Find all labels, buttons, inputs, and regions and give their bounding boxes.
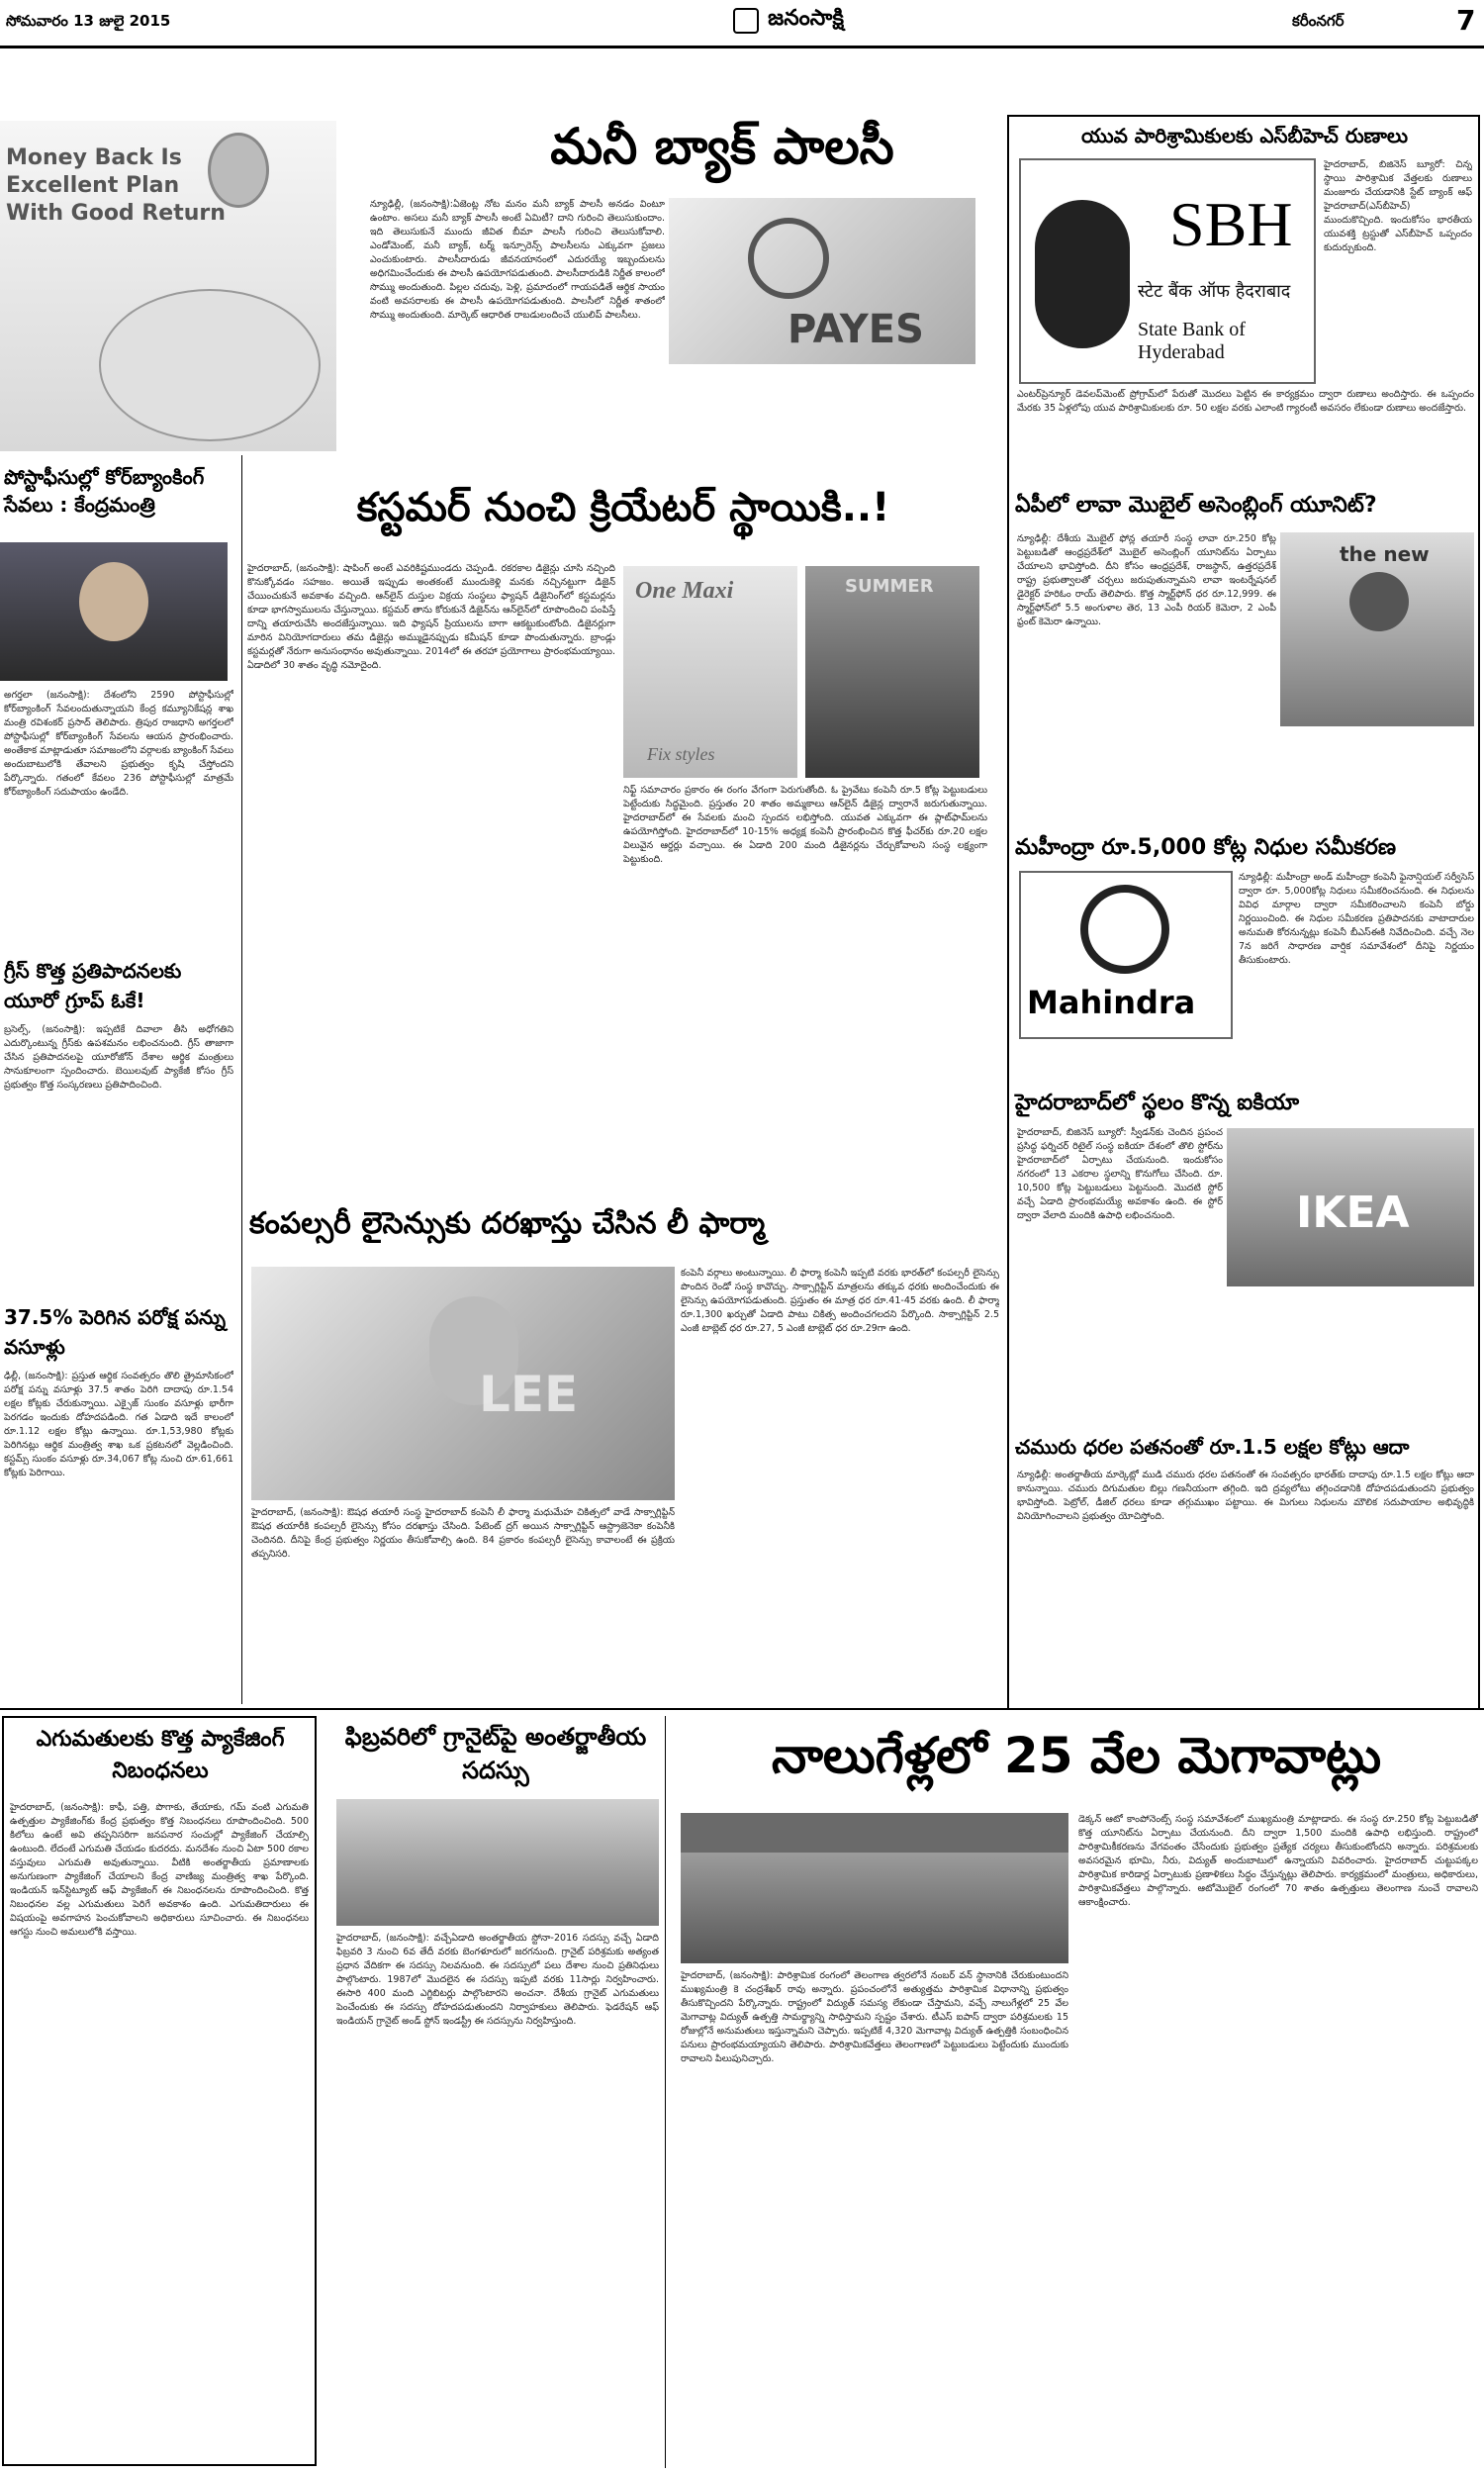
ikea-title: హైదరాబాద్‌లో స్థలం కొన్న ఐకియా bbox=[1015, 1091, 1300, 1115]
money-back-photo bbox=[669, 198, 975, 364]
sbh-emblem-icon bbox=[1035, 200, 1130, 348]
sbh-logo-letters: SBH bbox=[1169, 189, 1293, 259]
tax-title: 37.5% పెరిగిన పరోక్ష పన్ను వసూళ్లు bbox=[4, 1305, 226, 1359]
fashion-photo-1-text: One Maxi bbox=[635, 578, 734, 604]
money-back-image bbox=[0, 121, 336, 451]
money-back-photo-text: PAYES bbox=[788, 307, 924, 352]
greece-body: బ్రసెల్స్, (జనంసాక్షి): ఇప్పటికే దివాలా తీసి అధోగతిని ఎదుర్కొంటున్న గ్రీస్‌కు ఉపశమనం లభించనుంది. గ్రీస్ తాజాగా చేసిన ప్రతిపాదనలపై యూరోజోన్ దేశాల ఆర్థిక మంత్రులు సానుకూలంగా స్పందించారు. బెయిలవుట్ ప్యాకేజీ కోసం గ్రీస్ ప్రభుత్వం కొత్త సంస్కరణలు ప్రతిపాదించింది. bbox=[4, 1024, 233, 1091]
sbh-logo-hindi: स्टेट बैंक ऑफ हैदराबाद bbox=[1138, 281, 1291, 302]
oil-body: న్యూఢిల్లీ: అంతర్జాతీయ మార్కెట్లో ముడి చమురు ధరల పతనంతో ఈ సంవత్సరం భారత్‌కు దాదాపు రూ.1.5 లక్షల కోట్లు ఆదా కానున్నాయి. చమురు దిగుమతుల బిల్లు గణనీయంగా తగ్గింది. ఇది ద్రవ్యలోటు తగ్గించడానికి దోహదపడుతుందని ప్రభుత్వం భావిస్తోంది. పెట్రోల్, డీజిల్ ధరలు కూడా తగ్గుముఖం పట్టాయి. ఈ మిగులు నిధులను మౌలిక సదుపాయాల అభివృద్ధికి వినియోగించాలని ప్రభుత్వం యోచిస్తోంది. bbox=[1017, 1470, 1474, 1522]
money-back-title: మనీ బ్యాక్ పాలసీ bbox=[550, 118, 894, 175]
money-back-body: న్యూఢిల్లీ, (జనంసాక్షి):ఏజెంట్ల నోట మనం మనీ బ్యాక్ పాలసీ అనడం వింటూ ఉంటాం. అసలు మనీ బ్యాక్ పాలసీ అంటే ఏమిటీ? దాని గురించి తెలుసుకుందాం. ఇది తెలుసుకునే ముందు జీవిత బీమా పాలసీ గురించి తెలుసుకోవాలి. ఎండోమెంట్, మనీ బ్యాక్, టర్మ్ ఇన్సూరెన్స్ పాలసీలను ఎక్కువగా ప్రజలు ఎంచుకుంటారు. పాలసీదారుడు జీవనయానంలో ఎదురయ్యే ఇబ్బందులను అధిగమించేందుకు ఈ పాలసీ ఉపయోగపడుతుంది. పాలసీదారుడికి నిర్ణీత కాలంలో సొమ్ము అందుతుంది. పిల్లల చదువు, పెళ్లి, ప్రమాదంలో గాయపడితే ఆర్థిక సాయం వంటి అవసరాలకు ఈ పాలసీ ఉపయోగపడుతుంది. పాలసీలో నిర్ణీత శాతంలో సొమ్ము అందుతుంది. మార్కెట్ ఆధారిత రాబడులందించే యులిప్ పాలసీలు. bbox=[370, 199, 665, 321]
megawatts-body-left: హైదరాబాద్, (జనంసాక్షి): పారిశ్రామిక రంగంలో తెలంగాణ త్వరలోనే నంబర్ వన్ స్థానానికి చేరుకుంటుందని ముఖ్యమంత్రి కె చంద్రశేఖర్ రావు అన్నారు. ప్రపంచంలోనే అత్యుత్తమ పారిశ్రామిక విధానాన్ని ప్రభుత్వం తీసుకొచ్చిందని పేర్కొన్నారు. రాష్ట్రంలో విద్యుత్ సమస్య లేకుండా చేస్తామని, వచ్చే నాలుగేళ్లలో 25 వేల మెగావాట్ల విద్యుత్ ఉత్పత్తి సామర్థ్యాన్ని సాధిస్తామని స్పష్టం చేశారు. టీఎస్ ఐపాస్ ద్వారా పరిశ్రమలకు 15 రోజుల్లోనే అనుమతులు ఇస్తున్నామని చెప్పారు. ఇప్పటికే 4,320 మెగావాట్ల విద్యుత్ ఉత్పత్తికి సంబంధించిన పనులు ప్రారంభమయ్యాయని తెలిపారు. పారిశ్రామికవేత్తలు తెలంగాణలో పెట్టుబడులు పెట్టేందుకు ముందుకు రావాలని పిలుపునిచ్చారు. bbox=[681, 1970, 1068, 2064]
fashion-photo-2-text: SUMMER bbox=[845, 576, 934, 597]
fashion-photo-2 bbox=[805, 566, 979, 778]
minister-photo bbox=[0, 542, 228, 681]
megawatts-title: నాలుగేళ్లలో 25 వేల మెగావాట్లు bbox=[771, 1727, 1382, 1784]
left-column-divider bbox=[241, 455, 242, 1704]
person-icon bbox=[1349, 572, 1409, 631]
mahindra-title: మహీంద్రా రూ.5,000 కోట్ల నిధుల సమీకరణ bbox=[1015, 835, 1397, 860]
coin-icon bbox=[208, 133, 269, 208]
magnifier-icon bbox=[748, 218, 829, 299]
sbh-logo-english: State Bank of Hyderabad bbox=[1138, 319, 1246, 363]
bottom-section-rule bbox=[0, 1708, 1484, 1710]
piggy-bank-icon bbox=[99, 289, 321, 441]
minister-head-icon bbox=[79, 562, 148, 641]
megawatts-photo bbox=[681, 1813, 1068, 1963]
paper-name: జనంసాక్షి bbox=[768, 6, 844, 31]
pharma-body-left: హైదరాబాద్, (జనంసాక్షి): ఔషధ తయారీ సంస్థ హైదరాబాద్ కంపెనీ లీ ఫార్మా మధుమేహ చికిత్సలో వాడే సాక్సాగ్లిప్టిన్ ఔషధ తయారీకి కంపల్సరీ లైసెన్సు కోసం దరఖాస్తు చేసింది. పేటెంట్ ద్రగ్ అయిన సాక్సాగ్లిప్టిన్ ఆస్ట్రాజెనెకా కంపెనీకి చెందినది. దీనిపై కేంద్ర ప్రభుత్వం నిర్ణయం తీసుకోవాల్సి ఉంది. 84 ప్రకారం కంపల్సరీ లైసెన్సు కావాలంటే ఈ ప్రక్రియ తప్పనిసరి. bbox=[251, 1507, 675, 1560]
mahindra-body: న్యూఢిల్లీ: మహీంద్రా అండ్ మహీంద్రా కంపెనీ ఫైనాన్షియల్ సర్వీసెస్ ద్వారా రూ. 5,000కోట్ల నిధులు సమీకరించనుంది. ఈ నిధులను వివిధ మార్గాల ద్వారా సమీకరించాలని కంపెనీ బోర్డు నిర్ణయించింది. ఈ నిధుల సమీకరణ ప్రతిపాదనకు వాటాదారుల అనుమతి కోరనున్నట్లు కంపెనీ బీఎస్‌ఈకి నివేదించింది. వచ్చే నెల 7న జరిగే సాధారణ వార్షిక సమావేశంలో దీనిపై నిర్ణయం తీసుకుంటారు. bbox=[1239, 872, 1474, 966]
customer-title: కస్టమర్ నుంచి క్రియేటర్ స్థాయికి..! bbox=[356, 485, 890, 530]
bottom-divider bbox=[665, 1716, 666, 2468]
post-offices-title: పోస్టాఫీసుల్లో కోర్‌బ్యాంకింగ్ సేవలు : కేంద్రమంత్రి bbox=[4, 465, 205, 517]
ikea-photo bbox=[1227, 1128, 1474, 1286]
tax-body: ఢిల్లీ, (జనంసాక్షి): ప్రస్తుత ఆర్థిక సంవత్సరం తొలి త్రైమాసికంలో పరోక్ష పన్ను వసూళ్లు 37.5 శాతం పెరిగి దాదాపు రూ.1.54 లక్షల కోట్లకు చేరుకున్నాయి. ఎక్సైజ్ సుంకం వసూళ్లు భారీగా పెరగడం ఇందుకు దోహదపడింది. గత ఏడాది ఇదే కాలంలో రూ.1.12 లక్షల కోట్లు ఉన్నాయి. రూ.1,53,980 కోట్లకు పెరిగినట్లు ఆర్థిక మంత్రిత్వ శాఖ ఒక ప్రకటనలో వెల్లడించింది. కస్టమ్స్ సుంకం వసూళ్లు రూ.34,067 కోట్ల నుంచి రూ.61,661 కోట్లకు పెరిగాయి. bbox=[4, 1371, 233, 1478]
mahindra-emblem-icon bbox=[1080, 885, 1169, 974]
edition-name: కరీంనగర్ bbox=[1292, 12, 1345, 30]
lava-photo bbox=[1280, 532, 1474, 726]
sbh-body-bottom: ఎంటర్‌ప్రెన్యూర్ డెవలప్‌మెంట్ ప్రోగ్రామ్‌లో పేరుతో మొదలు పెట్టిన ఈ కార్యక్రమం ద్వారా రుణాలు అందిస్తారు. ఈ ఒప్పందం మేరకు 35 ఏళ్లలోపు యువ పారిశ్రామికులకు రూ. 50 లక్షల వరకు ఎలాంటి గ్యారంటీ అవసరం లేకుండా రుణాలు అందజేస్తారు. bbox=[1017, 389, 1474, 414]
pharma-title: కంపల్సరీ లైసెన్సుకు దరఖాస్తు చేసిన లీ ఫార్మా bbox=[249, 1206, 766, 1241]
lava-body: న్యూఢిల్లీ: దేశీయ మొబైల్ ఫోన్ల తయారీ సంస్థ లావా రూ.250 కోట్ల పెట్టుబడితో ఆంధ్రప్రదేశ్‌లో మొబైల్ అసెంబ్లింగ్ యూనిట్‌ను ఏర్పాటు చేయాలని భావిస్తోంది. దీని కోసం ఆంధ్రప్రదేశ్, రాజస్థాన్, ఉత్తరప్రదేశ్ రాష్ట్ర ప్రభుత్వాలతో చర్చలు జరుపుతున్నామని లావా ఇంటర్నేషనల్ డైరెక్టర్ హరిఓం రాయ్ తెలిపారు. కొత్త స్మార్ట్‌ఫోన్ ధర రూ.12,999. ఈ స్మార్ట్‌ఫోన్‌లో 5.5 అంగుళాల తెర, 13 ఎంపీ రియర్ కెమెరా, 2 ఎంపీ ఫ్రంట్ కెమెరా ఉన్నాయి. bbox=[1017, 533, 1276, 627]
granite-photo bbox=[336, 1799, 659, 1926]
money-back-caption: Money Back Is Excellent Plan With Good Return bbox=[6, 145, 226, 226]
sbh-logo bbox=[1019, 158, 1316, 384]
pharma-body-right: కంపెనీ వర్గాలు అంటున్నాయి. లీ ఫార్మా కంపెనీ ఇప్పటి వరకు భారత్‌లో కంపల్సరీ లైసెన్సు పొందిన రెండో సంస్థ కావొచ్చు. సాక్సాగ్లిప్టిన్ మాత్రలను తక్కువ ధరకు అందించేందుకు ఈ లైసెన్సు ఉపయోగపడుతుంది. ప్రస్తుతం ఈ మాత్ర ధర రూ.41-45 వరకు ఉంది. లీ ఫార్మా రూ.1,300 ఖర్చుతో ఏడాది పాటు చికిత్స అందించగలదని పేర్కొంది. సాక్సాగ్లిప్టిన్ 2.5 ఎంజీ టాబ్లెట్ ధర రూ.27, 5 ఎంజీ టాబ్లెట్ ధర రూ.29గా ఉంది. bbox=[681, 1268, 999, 1334]
sbh-body-side: హైదరాబాద్, బిజినెస్ బ్యూరో: చిన్న స్థాయి పారిశ్రామిక వేత్తలకు రుణాలు మంజూరు చేయడానికి స్టేట్ బ్యాంక్ ఆఫ్ హైదరాబాద్(ఎస్‌బీహెచ్) ముందుకొచ్చింది. ఇందుకోసం భారతీయ యువశక్తి ట్రస్టుతో ఎస్‌బీహెచ్ ఒప్పందం కుదుర్చుకుంది. bbox=[1324, 159, 1472, 253]
packaging-body: హైదరాబాద్, (జనంసాక్షి): కాఫీ, పత్తి, పొగాకు, తేయాకు, గమ్ వంటి ఎగుమతి ఉత్పత్తుల ప్యాకేజింగ్‌కు కేంద్ర ప్రభుత్వం కొత్త నిబంధనలు రూపొందించింది. 500 కిలోలు ఉంటే అవి తప్పనిసరిగా జనపనార సంచుల్లో ప్యాకేజింగ్ చేయాల్సి ఉంటుంది. లేదంటే ఎగుమతి చేయడం కుదరదు. మనదేశం నుంచి ఏటా 500 రకాల వస్తువులు ఎగుమతి అవుతున్నాయి. వీటికి అంతర్జాతీయ ప్రమాణాలకు అనుగుణంగా ప్యాకేజింగ్ చేయాలని కేంద్ర వాణిజ్య మంత్రిత్వ శాఖ పేర్కొంది. ఇండియన్ ఇన్‌స్టిట్యూట్ ఆఫ్ ప్యాకేజింగ్ ఈ నిబంధనలను రూపొందించింది. కొత్త నిబంధనల వల్ల ఎగుమతులు పెరిగే అవకాశం ఉంది. ఎగుమతిదారులు ఈ విషయంపై అవగాహన పెంచుకోవాలని అధికారులు సూచించారు. ఈ నిబంధనలు ఆగస్టు నుంచి అమలులోకి వస్తాయి. bbox=[10, 1802, 309, 1938]
post-offices-body: అగర్తలా (జనంసాక్షి): దేశంలోని 2590 పోస్టాఫీసుల్లో కోర్‌బ్యాంకింగ్ సేవలందుతున్నాయని కేంద్ర కమ్యూనికేషన్ల శాఖ మంత్రి రవిశంకర్ ప్రసాద్ తెలిపారు. త్రిపుర రాజధాని అగర్తలలో పోస్టాఫీసుల్లో కోర్‌బ్యాంకింగ్ సేవలను ఆయన ప్రారంభించారు. అంతేకాక మాట్లాడుతూ సమాజంలోని వర్గాలకు బ్యాంకింగ్ సేవలు అందుబాటులోకి తేవాలని ప్రభుత్వం కృషి చేస్తోందని పేర్కొన్నారు. గతంలో కేవలం 236 పోస్టాఫీసుల్లో మాత్రమే కోర్‌బ్యాంకింగ్ సదుపాయం ఉండేది. bbox=[4, 690, 233, 798]
mahindra-logo-text: Mahindra bbox=[1027, 984, 1196, 1021]
customer-body-left: హైదరాబాద్, (జనంసాక్షి): షాపింగ్ అంటే ఎవరికిష్టముండదు చెప్పండి. రకరకాల డిజైన్లు చూసి నచ్చింది కొనుక్కోవడం సహజం. అయితే ఇప్పుడు అంతకంటే ముందుకెళ్లి మనకు నచ్చినట్టుగా డిజైన్ చేయించుకునే అవకాశం వచ్చింది. ఆన్‌లైన్ దుస్తుల విక్రయ సంస్థలు ఫ్యాషన్ డిజైనింగ్‌లో కస్టమర్లను కూడా భాగస్వాములను చేస్తున్నాయి. కస్టమర్ తాను కోరుకునే డిజైన్‌ను ఆన్‌లైన్‌లో రూపొందించి పంపిస్తే దాన్ని తయారుచేసి అందజేస్తున్నాయి. ఇది ఫ్యాషన్ ప్రియులను బాగా ఆకట్టుకుంటోంది. డిజైనర్లుగా మారిన వినియోగదారులు తమ డిజైన్లు అమ్ముడైనప్పుడు కమీషన్ కూడా పొందుతున్నారు. బ్రాండ్లు కస్టమర్లతో నేరుగా అనుసంధానం అవుతున్నాయి. 2014లో ఈ తరహా ప్రయోగాలు ప్రారంభమయ్యాయి. ఏడాదిలో 30 శాతం వృద్ధి నమోదైంది. bbox=[247, 563, 615, 671]
mahindra-logo bbox=[1019, 871, 1233, 1039]
packaging-title: ఎగుమతులకు కొత్త ప్యాకేజింగ్ నిబంధనలు bbox=[36, 1727, 285, 1783]
page-number: 7 bbox=[1456, 4, 1476, 37]
masthead bbox=[0, 0, 1484, 59]
oil-title: చమురు ధరల పతనంతో రూ.1.5 లక్షల కోట్లు ఆదా bbox=[1015, 1435, 1410, 1459]
paper-logo bbox=[714, 6, 863, 40]
fashion-photo-1-sub: Fix styles bbox=[647, 744, 715, 764]
fashion-photo-1 bbox=[623, 566, 797, 778]
granite-body: హైదరాబాద్, (జనంసాక్షి): వచ్చేఏడాది అంతర్జాతీయ స్టోనా-2016 సదస్సు వచ్చే ఏడాది ఫిబ్రవరి 3 నుంచి 6వ తేదీ వరకు బెంగళూరులో జరగనుంది. గ్రానైట్ పరిశ్రమకు అత్యంత ప్రధాన వేదికగా ఈ సదస్సు నిలవనుంది. ఈ సదస్సులో పలు దేశాల నుంచి ప్రతినిధులు పాల్గొంటారు. 1987లో మొదలైన ఈ సదస్సు ఇప్పటి వరకు 11సార్లు నిర్వహించారు. ఈసారి 400 మంది ఎగ్జిబిటర్లు పాల్గొంటారని అంచనా. దేశీయ గ్రానైట్ ఎగుమతులు పెంచేందుకు ఈ సదస్సు దోహదపడుతుందని నిర్వాహకులు తెలిపారు. ఫెడరేషన్ ఆఫ్ ఇండియన్ గ్రానైట్ అండ్ స్టోన్ ఇండస్ట్రీ ఈ సదస్సును నిర్వహిస్తుంది. bbox=[336, 1933, 659, 2027]
ikea-body: హైదరాబాద్, బిజినెస్ బ్యూరో: స్వీడన్‌కు చెందిన ప్రపంచ ప్రసిద్ధ ఫర్నిచర్ రిటైల్ సంస్థ ఐకియా దేశంలో తొలి స్టోర్‌ను హైదరాబాద్‌లో ఏర్పాటు చేయనుంది. ఇందుకోసం నగరంలో 13 ఎకరాల స్థలాన్ని కొనుగోలు చేసింది. రూ. 10,500 కోట్ల పెట్టుబడులు పెట్టనుంది. మొదటి స్టోర్ వచ్చే ఏడాది ప్రారంభమయ్యే అవకాశం ఉంది. ఈ స్టోర్ ద్వారా వేలాది మందికి ఉపాధి లభించనుంది. bbox=[1017, 1127, 1223, 1221]
pharma-photo-text: LEE bbox=[479, 1366, 579, 1423]
logo-icon bbox=[733, 8, 759, 34]
customer-body-right: నిఫ్ట్ సమాచారం ప్రకారం ఈ రంగం వేగంగా పెరుగుతోంది. ఓ ప్రైవేటు కంపెనీ రూ.5 కోట్ల పెట్టుబడులు పెట్టేందుకు సిద్ధమైంది. ప్రస్తుతం 20 శాతం అమ్మకాలు ఆన్‌లైన్ డిజైన్ల ద్వారానే జరుగుతున్నాయి. హైదరాబాద్‌లో ఈ సేవలకు మంచి స్పందన లభిస్తోంది. యువత ఎక్కువగా ఈ ప్లాట్‌ఫామ్‌లను ఉపయోగిస్తోంది. హైదరాబాద్‌లో 10-15% అధ్యక్ష కంపెనీ ప్రారంభించిన కొత్త ఫీచర్‌కు రూ.20 లక్షల విలువైన ఆర్డర్లు వచ్చాయి. ఈ ఏడాది 200 మంది డిజైనర్లను చేర్చుకోవాలని సంస్థ లక్ష్యంగా పెట్టుకుంది. bbox=[623, 785, 987, 865]
sbh-title: యువ పారిశ్రామికులకు ఎస్‌బీహెచ్ రుణాలు bbox=[1080, 124, 1409, 147]
money-back-body-2 bbox=[669, 370, 975, 414]
greece-title: గ్రీస్ కొత్త ప్రతిపాదనలకు యూరో గ్రూప్ ఓకే! bbox=[4, 959, 182, 1012]
lava-photo-text: the new bbox=[1340, 542, 1430, 566]
stage-banner-icon bbox=[681, 1813, 1068, 1853]
pharma-photo bbox=[251, 1267, 675, 1500]
megawatts-body-right: డెక్కన్ ఆటో కాంపోనెంట్స్ సంస్థ సమావేశంలో ముఖ్యమంత్రి మాట్లాడారు. ఈ సంస్థ రూ.250 కోట్ల పెట్టుబడితో కొత్త యూనిట్‌ను ఏర్పాటు చేయనుంది. దీని ద్వారా 1,500 మందికి ఉపాధి లభిస్తుంది. రాష్ట్రంలో పారిశ్రామికీకరణను వేగవంతం చేసేందుకు ప్రభుత్వం ప్రత్యేక చర్యలు తీసుకుంటోందని అన్నారు. పరిశ్రమలకు అవసరమైన భూమి, నీరు, విద్యుత్ అందుబాటులో ఉన్నాయని వివరించారు. హైదరాబాద్ చుట్టుపక్కల పారిశ్రామిక కారిడార్ల ఏర్పాటుకు ప్రణాళికలు సిద్ధం చేస్తున్నట్లు తెలిపారు. కార్యక్రమంలో మంత్రులు, అధికారులు, పారిశ్రామికవేత్తలు పాల్గొన్నారు. ఆటోమొబైల్ రంగంలో 70 శాతం ఉత్పత్తులు తెలంగాణ నుంచే రావాలని ఆకాంక్షించారు. bbox=[1078, 1814, 1478, 1908]
lava-title: ఏపీలో లావా మొబైల్ అసెంబ్లింగ్ యూనిట్? bbox=[1015, 493, 1377, 518]
issue-date: సోమవారం 13 జులై 2015 bbox=[6, 12, 171, 30]
granite-title: ఫిబ్రవరిలో గ్రానైట్‌పై అంతర్జాతీయ సదస్సు bbox=[344, 1723, 647, 1784]
ikea-photo-text: IKEA bbox=[1296, 1188, 1410, 1238]
masthead-rule bbox=[0, 46, 1484, 48]
